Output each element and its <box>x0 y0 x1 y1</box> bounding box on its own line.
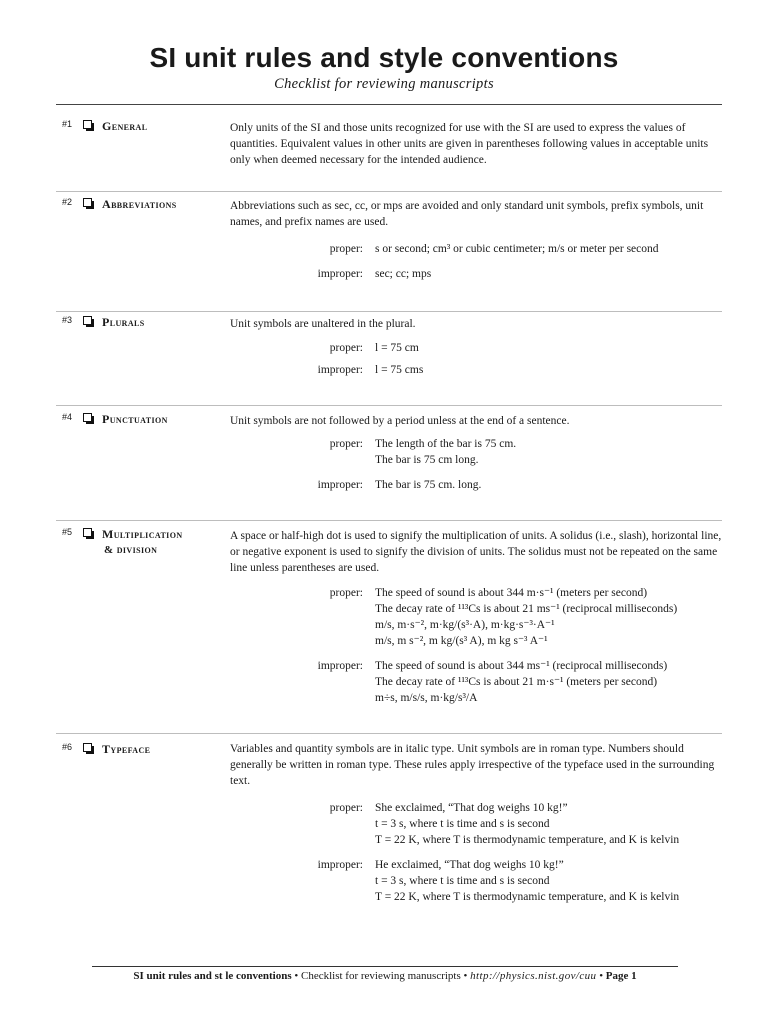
improper-label: improper: <box>317 660 363 672</box>
footer-bullet: • <box>599 970 604 982</box>
improper-label: improper: <box>317 479 363 491</box>
example-line: The bar is 75 cm. long. <box>375 479 482 491</box>
example-line: m÷s, m/s/s, m·kg/s³/A <box>375 692 478 704</box>
section-divider <box>56 191 722 192</box>
footer-bullet: • <box>463 970 468 982</box>
section-multiplication-division <box>56 526 722 734</box>
example-line: The speed of sound is about 344 ms⁻¹ (reciprocal milliseconds) <box>375 660 668 672</box>
section-heading: Plurals <box>102 315 145 329</box>
footer-subtitle: Checklist for reviewing manuscripts <box>301 970 461 982</box>
section-text: Unit symbols are unaltered in the plural. <box>230 318 416 330</box>
section-heading: Punctuation <box>102 412 168 426</box>
example-line: The bar is 75 cm long. <box>375 454 479 466</box>
example-line: The speed of sound is about 344 m·s⁻¹ (meters per second) <box>375 587 648 599</box>
footer-rule <box>92 966 678 967</box>
checkbox-icon[interactable] <box>83 316 92 325</box>
title-rule <box>56 104 722 105</box>
checkbox-icon[interactable] <box>83 743 92 752</box>
proper-label: proper: <box>329 342 363 354</box>
example-line: m/s, m·s⁻², m·kg/(s³·A), m·kg·s⁻³·A⁻¹ <box>375 619 555 631</box>
section-heading: Typeface <box>102 742 151 756</box>
section-heading: General <box>102 119 148 133</box>
improper-label: improper: <box>317 268 363 280</box>
proper-label: proper: <box>329 802 363 814</box>
improper-label: improper: <box>317 364 363 376</box>
footer-title: SI unit rules and st le conventions <box>133 970 292 982</box>
checkbox-icon[interactable] <box>83 528 92 537</box>
page-subtitle: Checklist for reviewing manuscripts <box>274 76 494 92</box>
checkbox-icon[interactable] <box>83 413 92 422</box>
section-divider <box>56 733 722 734</box>
proper-label: proper: <box>329 587 363 599</box>
checkbox-icon[interactable] <box>83 198 92 207</box>
example-line: t = 3 s, where t is time and s is second <box>375 875 550 887</box>
example-line: l = 75 cms <box>375 364 424 376</box>
example-line: T = 22 K, where T is thermodynamic temperature, and K is kelvin <box>375 834 680 846</box>
section-divider <box>56 520 722 521</box>
section-heading: Abbreviations <box>102 197 177 211</box>
example-line: T = 22 K, where T is thermodynamic temperature, and K is kelvin <box>375 891 680 903</box>
example-line: The decay rate of ¹¹³Cs is about 21 ms⁻¹ (reciprocal milliseconds) <box>375 603 678 615</box>
proper-label: proper: <box>329 243 363 255</box>
section-typeface <box>56 741 722 911</box>
example-line: The length of the bar is 75 cm. <box>375 438 517 450</box>
section-text: A space or half-high dot is used to signify the multiplication of units. A solidus (i.e., slash), horizontal line, or negative exponent is used to signify the division of units. The solidus must not be repeated on the same line unless parentheses are used. <box>230 530 722 574</box>
section-heading: Multiplication <box>102 527 183 541</box>
section-punctuation <box>56 411 722 521</box>
example-line: m/s, m s⁻², m kg/(s³ A), m kg s⁻³ A⁻¹ <box>375 635 548 647</box>
example-line: t = 3 s, where t is time and s is second <box>375 818 550 830</box>
section-text: Variables and quantity symbols are in italic type. Unit symbols are in roman type. Numbers should generally be written in roman type. These rules apply irrespective of the typeface used in the surrounding text. <box>230 743 715 787</box>
page-number: Page 1 <box>605 970 637 982</box>
section-text: Abbreviations such as sec, cc, or mps are avoided and only standard unit symbols, prefix symbols, unit names, and prefix names are used. <box>230 200 704 228</box>
section-number: #2 <box>62 197 73 207</box>
section-general <box>56 118 722 192</box>
section-heading-continued: & division <box>104 544 158 556</box>
section-divider <box>56 405 722 406</box>
page-footer <box>92 970 678 982</box>
example-line: She exclaimed, “That dog weighs 10 kg!” <box>375 802 568 814</box>
section-text: Only units of the SI and those units recognized for use with the SI are used to express the values of quantities. Equivalent values in other units are given in parentheses following values in acceptable units only when deemed necessary for the intended audience. <box>230 122 709 166</box>
section-number: #1 <box>62 119 73 129</box>
section-text: Unit symbols are not followed by a period unless at the end of a sentence. <box>230 415 570 427</box>
example-line: The decay rate of ¹¹³Cs is about 21 m·s⁻¹ (meters per second) <box>375 676 658 688</box>
footer-bullet: • <box>294 970 299 982</box>
checkbox-icon[interactable] <box>83 120 92 129</box>
proper-label: proper: <box>329 438 363 450</box>
section-plurals <box>56 314 722 406</box>
example-line: s or second; cm³ or cubic centimeter; m/s or meter per second <box>375 243 659 255</box>
example-line: sec; cc; mps <box>375 268 432 280</box>
section-divider <box>56 311 722 312</box>
improper-label: improper: <box>317 859 363 871</box>
example-line: l = 75 cm <box>375 342 419 354</box>
section-number: #5 <box>62 527 73 537</box>
section-abbreviations <box>56 196 722 312</box>
example-line: He exclaimed, “That dog weighs 10 kg!” <box>375 859 564 871</box>
section-number: #3 <box>62 315 73 325</box>
page-title: SI unit rules and style conventions <box>149 42 619 73</box>
footer-url[interactable]: http://physics.nist.gov/cuu <box>470 970 597 982</box>
section-number: #4 <box>62 412 73 422</box>
section-number: #6 <box>62 742 73 752</box>
